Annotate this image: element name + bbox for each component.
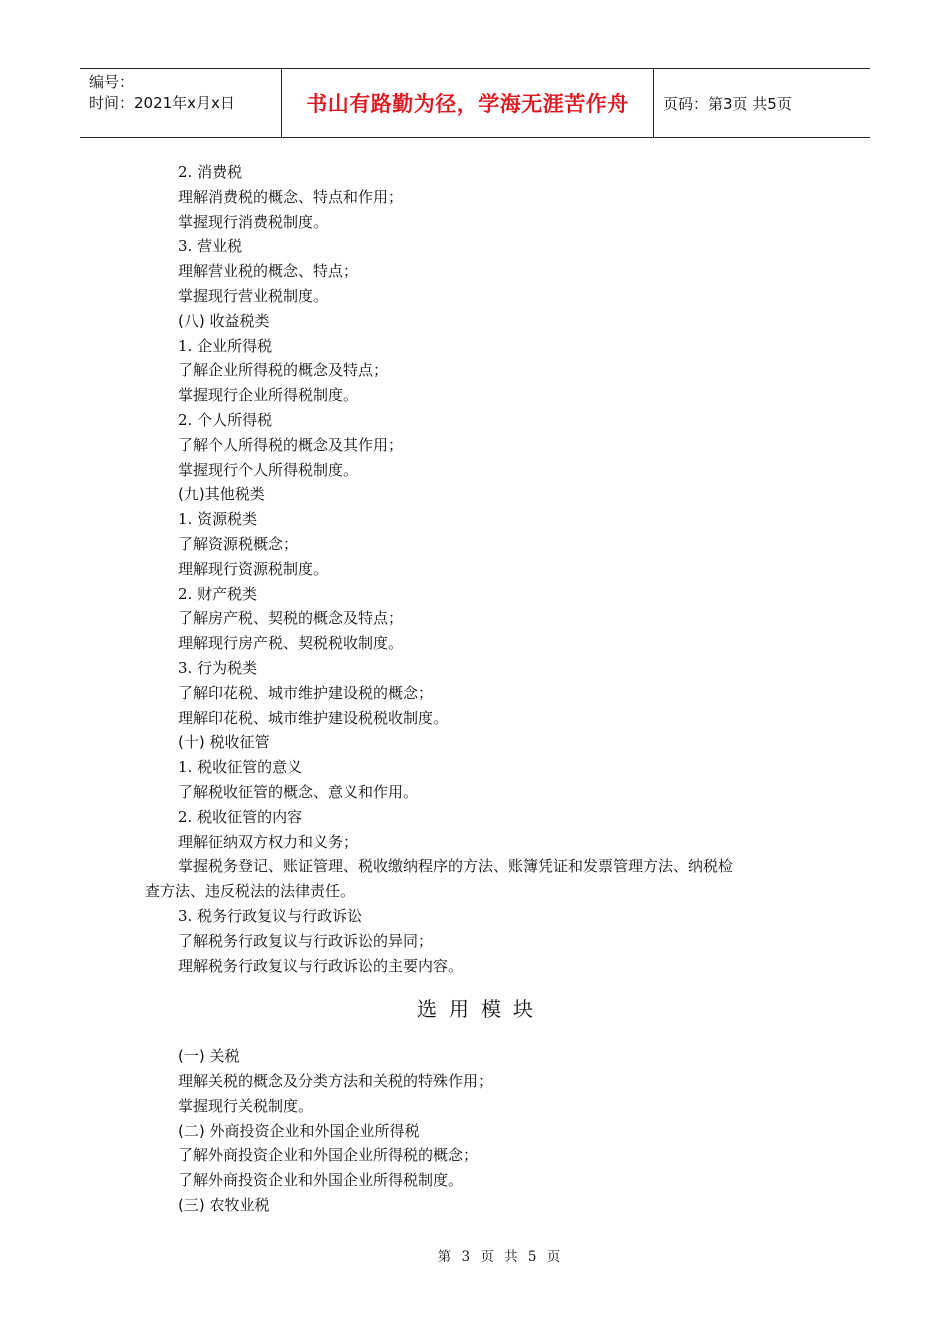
text-line: 2. 税收征管的内容 [178, 807, 303, 826]
text-line: 了解房产税、契税的概念及特点； [178, 609, 404, 628]
document-time-label: 时间：2021年x月x日 [89, 94, 235, 112]
text-line: 1. 税收征管的意义 [178, 758, 303, 777]
text-line: 1. 资源税类 [178, 510, 258, 529]
text-line: 2. 财产税类 [178, 584, 258, 603]
text-line: 1. 企业所得税 [178, 336, 273, 355]
section-heading: (一) 关税 [178, 1047, 240, 1066]
section-heading: (八) 收益税类 [178, 311, 270, 330]
text-line: 理解征纳双方权力和义务； [178, 832, 359, 851]
text-line: 了解外商投资企业和外国企业所得税的概念； [178, 1146, 479, 1165]
text-line: 掌握现行消费税制度。 [178, 212, 329, 231]
section-heading: (九)其他税类 [178, 485, 265, 504]
page-footer: 第 3 页 共 5 页 [437, 1249, 561, 1265]
header-page-info: 页码：第3页 共5页 [663, 94, 792, 113]
text-line: 了解企业所得税的概念及特点； [178, 361, 389, 380]
section-heading: (三) 农牧业税 [178, 1196, 270, 1215]
text-line: 理解现行房产税、契税税收制度。 [178, 634, 404, 653]
text-line: 掌握税务登记、账证管理、税收缴纳程序的方法、账簿凭证和发票管理方法、纳税检 [178, 857, 734, 876]
text-line: 2. 消费税 [178, 163, 243, 181]
text-line: 理解现行资源税制度。 [178, 559, 329, 578]
section-optional-modules [0, 1044, 950, 1218]
document-number-label: 编号： [89, 73, 135, 91]
section-core-modules [0, 160, 950, 978]
text-line: 掌握现行企业所得税制度。 [178, 386, 359, 405]
header-meta [80, 69, 282, 137]
text-line: 了解外商投资企业和外国企业所得税制度。 [178, 1171, 464, 1190]
text-line: 了解税务行政复议与行政诉讼的异同； [178, 931, 434, 950]
text-line: 掌握现行营业税制度。 [178, 286, 329, 305]
header-motto: 书山有路勤为径，学海无涯苦作舟 [282, 69, 654, 137]
text-line: 了解税收征管的概念、意义和作用。 [178, 782, 419, 801]
section-heading: (二) 外商投资企业和外国企业所得税 [178, 1121, 420, 1140]
text-line: 掌握现行个人所得税制度。 [178, 460, 359, 479]
text-line: 理解消费税的概念、特点和作用； [178, 187, 404, 206]
document-body [0, 160, 950, 1218]
text-line: 查方法、违反税法的法律责任。 [145, 882, 356, 901]
text-line: 了解个人所得税的概念及其作用； [178, 435, 404, 454]
text-line: 理解税务行政复议与行政诉讼的主要内容。 [178, 956, 464, 975]
text-line: 3. 行为税类 [178, 658, 258, 677]
text-line: 掌握现行关税制度。 [178, 1096, 314, 1115]
text-line: 3. 营业税 [178, 237, 243, 256]
text-line: 了解资源税概念； [178, 534, 299, 553]
module-heading: 选用模块 [417, 997, 545, 1022]
text-line: 理解营业税的概念、特点； [178, 262, 359, 281]
page-header [80, 68, 870, 138]
text-line: 了解印花税、城市维护建设税的概念； [178, 683, 434, 702]
text-line: 2. 个人所得税 [178, 410, 273, 429]
section-heading: (十) 税收征管 [178, 733, 270, 752]
text-line: 3. 税务行政复议与行政诉讼 [178, 906, 363, 925]
text-line: 理解关税的概念及分类方法和关税的特殊作用； [178, 1072, 494, 1091]
text-line: 理解印花税、城市维护建设税税收制度。 [178, 708, 449, 727]
